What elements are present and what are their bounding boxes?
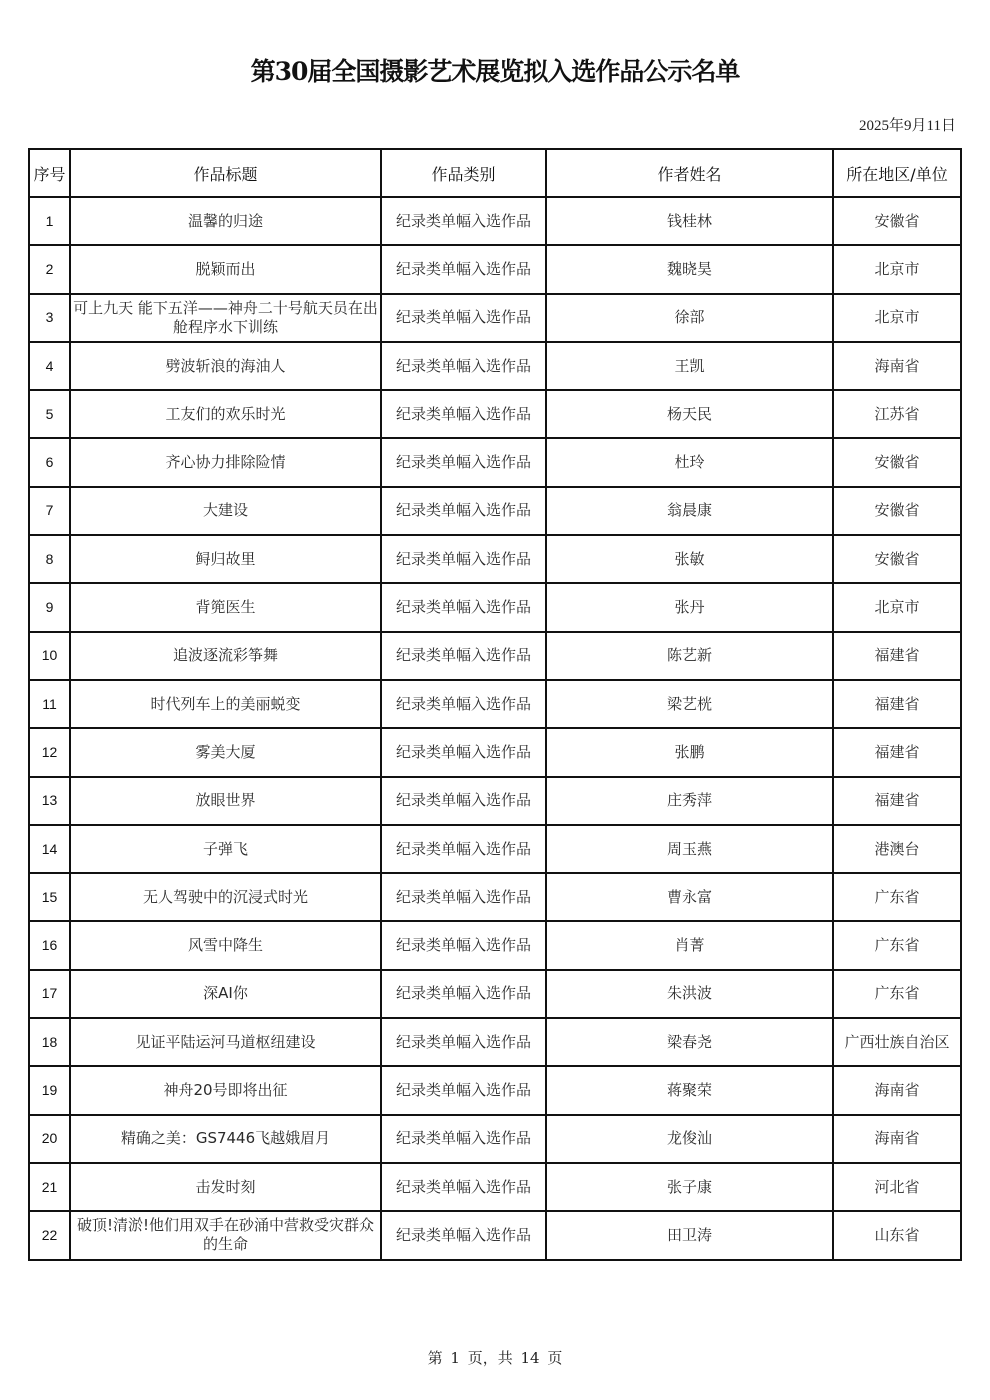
page-title: 第30届全国摄影艺术展览拟入选作品公示名单: [250, 57, 740, 86]
cell-region: 广西壮族自治区: [833, 1018, 961, 1066]
cell-title: 工友们的欢乐时光: [70, 390, 381, 438]
cell-author: 徐部: [546, 294, 833, 342]
cell-no: 13: [29, 777, 70, 825]
table-header-row: [29, 149, 961, 197]
cell-category: 纪录类单幅入选作品: [381, 873, 546, 921]
cell-region: 港澳台: [833, 825, 961, 873]
cell-region: 河北省: [833, 1163, 961, 1211]
column-header-title: 作品标题: [70, 149, 381, 197]
cell-region: 福建省: [833, 680, 961, 728]
cell-title: 击发时刻: [70, 1163, 381, 1211]
column-header-region: 所在地区/单位: [833, 149, 961, 197]
cell-no: 1: [29, 197, 70, 245]
cell-category: 纪录类单幅入选作品: [381, 245, 546, 293]
cell-title: 无人驾驶中的沉浸式时光: [70, 873, 381, 921]
cell-no: 14: [29, 825, 70, 873]
cell-no: 19: [29, 1066, 70, 1114]
cell-no: 11: [29, 680, 70, 728]
table-row: [29, 680, 961, 728]
cell-author: 张敏: [546, 535, 833, 583]
table-row: [29, 1115, 961, 1163]
table-row: [29, 921, 961, 969]
cell-title: 精确之美：GS7446飞越娥眉月: [70, 1115, 381, 1163]
table-row: [29, 438, 961, 486]
cell-no: 5: [29, 390, 70, 438]
cell-no: 2: [29, 245, 70, 293]
cell-region: 福建省: [833, 728, 961, 776]
cell-region: 北京市: [833, 245, 961, 293]
cell-region: 安徽省: [833, 438, 961, 486]
cell-category: 纪录类单幅入选作品: [381, 1163, 546, 1211]
cell-title: 深AI你: [70, 970, 381, 1018]
page-indicator: 第 1 页，共 14 页: [427, 1349, 563, 1367]
cell-author: 龙俊汕: [546, 1115, 833, 1163]
cell-category: 纪录类单幅入选作品: [381, 1115, 546, 1163]
cell-author: 梁艺桄: [546, 680, 833, 728]
cell-category: 纪录类单幅入选作品: [381, 294, 546, 342]
cell-title: 脱颖而出: [70, 245, 381, 293]
table-row: [29, 632, 961, 680]
cell-category: 纪录类单幅入选作品: [381, 438, 546, 486]
cell-author: 曹永富: [546, 873, 833, 921]
cell-title: 神舟20号即将出征: [70, 1066, 381, 1114]
cell-title: 时代列车上的美丽蜕变: [70, 680, 381, 728]
table-row: [29, 1163, 961, 1211]
cell-region: 福建省: [833, 777, 961, 825]
publish-date: 2025年9月11日: [859, 118, 956, 134]
cell-author: 王凯: [546, 342, 833, 390]
cell-region: 北京市: [833, 294, 961, 342]
cell-category: 纪录类单幅入选作品: [381, 1066, 546, 1114]
cell-title: 雾美大厦: [70, 728, 381, 776]
table-row: [29, 1018, 961, 1066]
cell-title: 破顶!清淤!他们用双手在砂涌中营救受灾群众的生命: [70, 1211, 381, 1259]
cell-title: 放眼世界: [70, 777, 381, 825]
cell-category: 纪录类单幅入选作品: [381, 632, 546, 680]
cell-region: 广东省: [833, 970, 961, 1018]
column-header-no: 序号: [29, 149, 70, 197]
cell-region: 海南省: [833, 1115, 961, 1163]
cell-no: 17: [29, 970, 70, 1018]
column-header-author: 作者姓名: [546, 149, 833, 197]
table-row: [29, 390, 961, 438]
cell-title: 鲟归故里: [70, 535, 381, 583]
cell-author: 梁春尧: [546, 1018, 833, 1066]
table-body: [29, 197, 961, 1260]
cell-category: 纪录类单幅入选作品: [381, 825, 546, 873]
cell-no: 4: [29, 342, 70, 390]
cell-author: 蒋聚荣: [546, 1066, 833, 1114]
cell-author: 肖菁: [546, 921, 833, 969]
table-row: [29, 825, 961, 873]
cell-no: 21: [29, 1163, 70, 1211]
cell-no: 22: [29, 1211, 70, 1259]
cell-category: 纪录类单幅入选作品: [381, 680, 546, 728]
cell-title: 见证平陆运河马道枢纽建设: [70, 1018, 381, 1066]
table-row: [29, 535, 961, 583]
cell-category: 纪录类单幅入选作品: [381, 487, 546, 535]
cell-region: 海南省: [833, 342, 961, 390]
cell-no: 7: [29, 487, 70, 535]
cell-no: 8: [29, 535, 70, 583]
cell-category: 纪录类单幅入选作品: [381, 777, 546, 825]
cell-no: 16: [29, 921, 70, 969]
cell-author: 陈艺新: [546, 632, 833, 680]
cell-region: 海南省: [833, 1066, 961, 1114]
cell-author: 杨天民: [546, 390, 833, 438]
cell-no: 15: [29, 873, 70, 921]
cell-region: 安徽省: [833, 535, 961, 583]
cell-no: 10: [29, 632, 70, 680]
cell-category: 纪录类单幅入选作品: [381, 583, 546, 631]
cell-category: 纪录类单幅入选作品: [381, 1018, 546, 1066]
cell-no: 6: [29, 438, 70, 486]
cell-author: 杜玲: [546, 438, 833, 486]
cell-category: 纪录类单幅入选作品: [381, 921, 546, 969]
cell-author: 张丹: [546, 583, 833, 631]
cell-no: 12: [29, 728, 70, 776]
cell-region: 福建省: [833, 632, 961, 680]
table-row: [29, 1211, 961, 1259]
table-row: [29, 728, 961, 776]
table-row: [29, 487, 961, 535]
cell-region: 北京市: [833, 583, 961, 631]
cell-no: 3: [29, 294, 70, 342]
cell-region: 广东省: [833, 873, 961, 921]
table-row: [29, 245, 961, 293]
table-row: [29, 873, 961, 921]
table-row: [29, 583, 961, 631]
cell-author: 钱桂林: [546, 197, 833, 245]
cell-category: 纪录类单幅入选作品: [381, 342, 546, 390]
cell-title: 齐心协力排除险情: [70, 438, 381, 486]
table-row: [29, 197, 961, 245]
cell-author: 庄秀萍: [546, 777, 833, 825]
cell-title: 子弹飞: [70, 825, 381, 873]
cell-category: 纪录类单幅入选作品: [381, 1211, 546, 1259]
cell-no: 20: [29, 1115, 70, 1163]
cell-region: 安徽省: [833, 197, 961, 245]
cell-author: 张鹏: [546, 728, 833, 776]
cell-title: 追波逐流彩筝舞: [70, 632, 381, 680]
cell-region: 广东省: [833, 921, 961, 969]
table-row: [29, 1066, 961, 1114]
cell-region: 安徽省: [833, 487, 961, 535]
cell-category: 纪录类单幅入选作品: [381, 728, 546, 776]
cell-title: 背篼医生: [70, 583, 381, 631]
cell-category: 纪录类单幅入选作品: [381, 535, 546, 583]
nominee-table: [28, 148, 962, 1261]
cell-author: 张子康: [546, 1163, 833, 1211]
table-row: [29, 970, 961, 1018]
cell-author: 周玉燕: [546, 825, 833, 873]
column-header-category: 作品类别: [381, 149, 546, 197]
cell-author: 翁晨康: [546, 487, 833, 535]
cell-category: 纪录类单幅入选作品: [381, 390, 546, 438]
cell-author: 朱洪波: [546, 970, 833, 1018]
table-row: [29, 342, 961, 390]
cell-category: 纪录类单幅入选作品: [381, 970, 546, 1018]
cell-title: 风雪中降生: [70, 921, 381, 969]
cell-author: 田卫涛: [546, 1211, 833, 1259]
cell-no: 18: [29, 1018, 70, 1066]
cell-title: 劈波斩浪的海油人: [70, 342, 381, 390]
table-row: [29, 777, 961, 825]
table-row: [29, 294, 961, 342]
cell-title: 温馨的归途: [70, 197, 381, 245]
cell-author: 魏晓昊: [546, 245, 833, 293]
cell-category: 纪录类单幅入选作品: [381, 197, 546, 245]
cell-title: 可上九天 能下五洋——神舟二十号航天员在出舱程序水下训练: [70, 294, 381, 342]
cell-no: 9: [29, 583, 70, 631]
cell-region: 山东省: [833, 1211, 961, 1259]
cell-title: 大建设: [70, 487, 381, 535]
cell-region: 江苏省: [833, 390, 961, 438]
